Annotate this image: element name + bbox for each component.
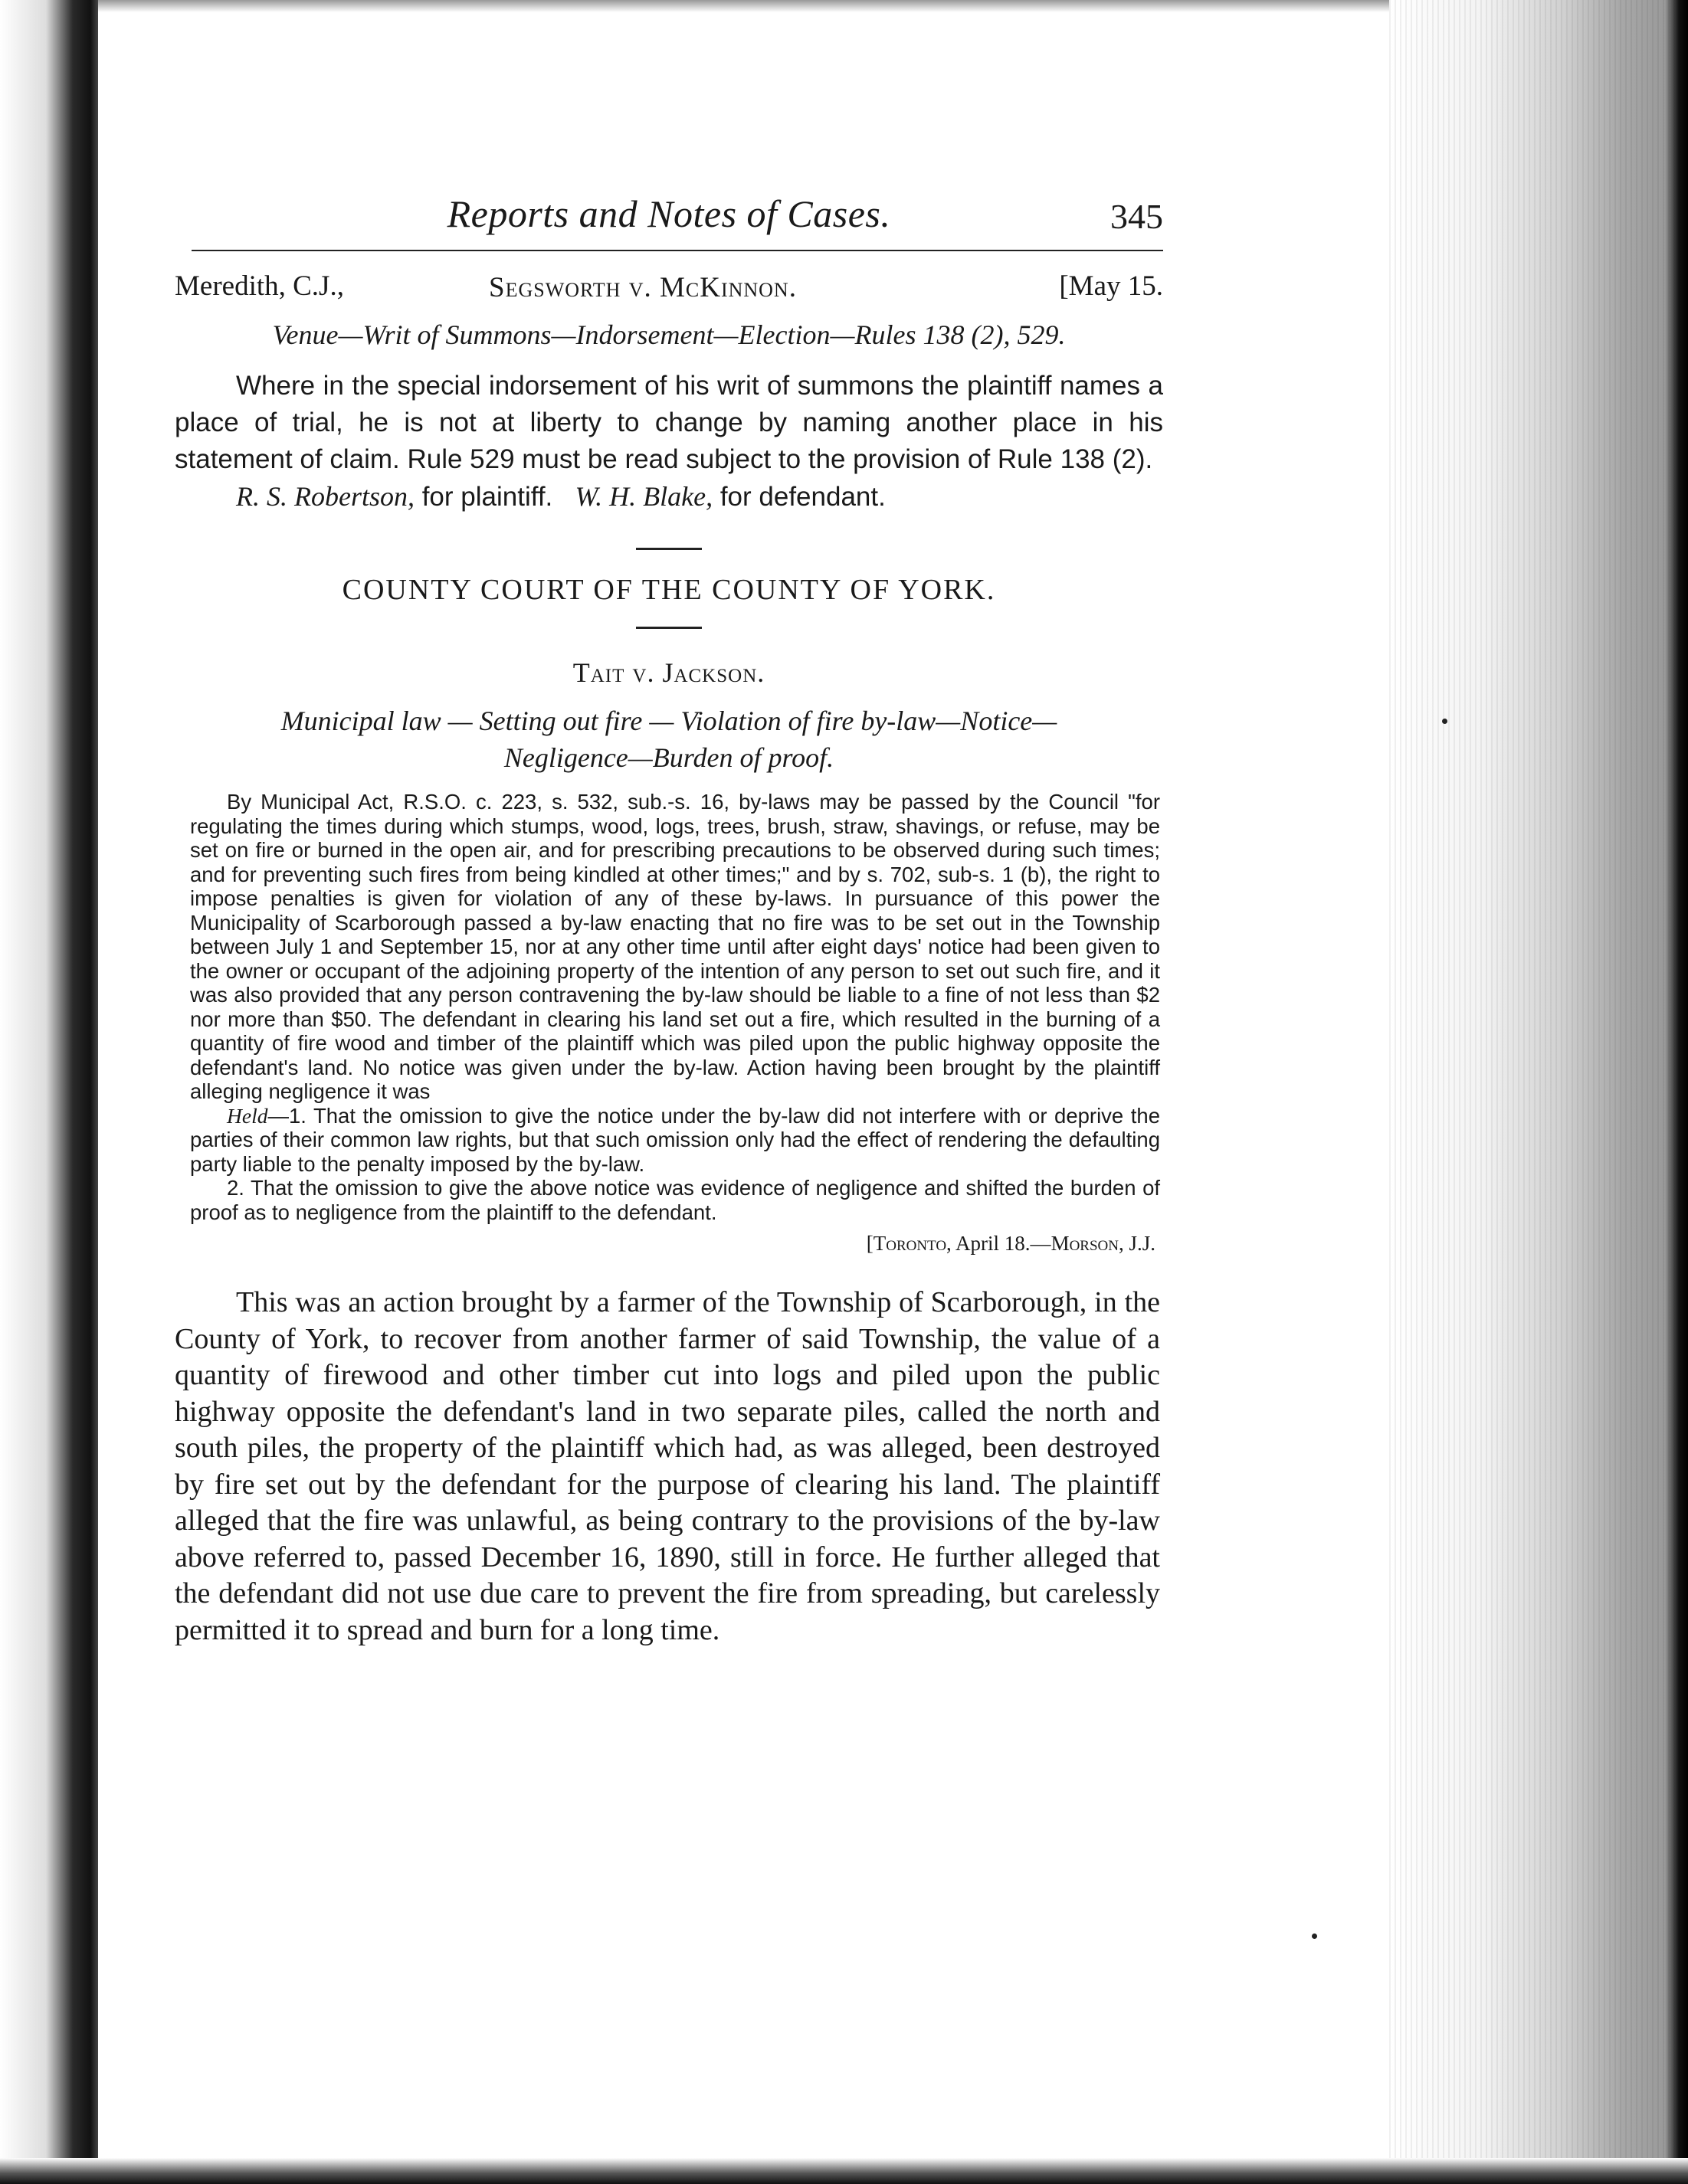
scan-page-stack-right xyxy=(1389,0,1688,2184)
headnote-catchwords xyxy=(175,702,1163,776)
counsel-line xyxy=(236,478,1163,516)
court-heading: COUNTY COURT OF THE COUNTY OF YORK. xyxy=(342,574,996,606)
book-page xyxy=(175,192,1163,1649)
page-number: 345 xyxy=(1110,197,1163,236)
defendant-counsel: W. H. Blake, xyxy=(575,481,713,512)
case-date: [May 15. xyxy=(1059,270,1163,302)
plaintiff-counsel: R. S. Robertson, xyxy=(236,481,415,512)
running-head xyxy=(175,192,1163,245)
headnote-paragraph: By Municipal Act, R.S.O. c. 223, s. 532, sub.-s. 16, by-laws may be passed by the Council "for regulating the times during which stumps, wood, logs, trees, brush, straw, shavings, or refuse, may be set on fire or burned in the open air, and for prescribing precautions to be observed during such times; and for preventing such fires from being kindled at other times;" and by s. 702, sub-s. 1 (b), the right to impose penalties is given for violation of any of these by-laws. In pursuance of this power the Municipality of Scarborough passed a by-law enacting that no fire was to be set out in the Township between July 1 and September 15, nor at any other time until after eight days' notice had been given to the owner or occupant of the adjoining property of the intention of any person to set out such fire, and it was also provided that any person contravening the by-law should be liable to a fine of not less than $2 nor more than $50. The defendant in clearing his land set out a fire, which resulted in the burning of a quantity of fire wood and timber of the plaintiff which was piled upon the public highway opposite the defendant's land. No notice was given under the by-law. Action having been brought by the plaintiff alleging negligence it was xyxy=(190,790,1160,1103)
section-rule xyxy=(636,627,702,629)
judgment-paragraph: This was an action brought by a farmer of the Township of Scarborough, in the County of York, to recover from another farmer of said Township, the value of a quantity of firewood and other timber cut into logs and piled upon the public highway opposite the defendant's land in two separate piles, called the north and south piles, the property of the plaintiff which had, as was alleged, been destroyed by fire set out by the defendant for the purpose of clearing his land. The plaintiff alleged that the fire was unlawful, as being contrary to the provisions of the by-law above referred to, passed December 16, 1890, still in force. He further alleged that the defendant did not use due care to prevent the fire from spreading, but carelessly permitted it to spread and burn for a long time. xyxy=(175,1286,1160,1646)
scan-speck xyxy=(1312,1934,1317,1939)
header-rule xyxy=(192,250,1163,251)
held-paragraph-1 xyxy=(175,1104,1163,1177)
defendant-role: for defendant. xyxy=(713,482,886,512)
citation-place: [Toronto, xyxy=(866,1232,952,1255)
catchwords-line-1: Municipal law — Setting out fire — Violation of fire by-law—Notice— xyxy=(280,706,1057,736)
section-rule xyxy=(636,548,702,550)
plaintiff-role: for plaintiff. xyxy=(414,482,553,512)
scan-edge-bottom xyxy=(0,2158,1688,2184)
held-label: Held xyxy=(227,1103,268,1128)
catchwords: Venue—Writ of Summons—Indorsement—Election—Rules 138 (2), 529. xyxy=(272,319,1066,350)
citation xyxy=(175,1232,1155,1256)
case-line xyxy=(175,270,1163,316)
held-1-text: —1. That the omission to give the notice under the by-law did not interfere with or deprive the parties of their common law rights, but that such omission only had the effect of rendering the defaulting party liable to the penalty imposed by the by-law. xyxy=(190,1103,1160,1176)
held-paragraph-2: 2. That the omission to give the above notice was evidence of negligence and shifted the burden of proof as to negligence from the plaintiff to the defendant. xyxy=(190,1176,1160,1224)
scan-edge-left xyxy=(0,0,98,2184)
running-title: Reports and Notes of Cases. xyxy=(447,192,891,235)
scan-speck xyxy=(1442,719,1447,724)
citation-date: April 18.— xyxy=(951,1232,1051,1255)
citation-judge: Morson, J.J. xyxy=(1050,1232,1155,1255)
case-style: Segsworth v. McKinnon. xyxy=(489,272,797,303)
catchwords-line-2: Negligence—Burden of proof. xyxy=(503,742,834,773)
case-title: Tait v. Jackson. xyxy=(572,657,765,688)
judge-name: Meredith, C.J., xyxy=(175,270,344,302)
case-summary: Where in the special indorsement of his writ of summons the plaintiff names a place of trial, he is not at liberty to change by naming another place in his statement of claim. Rule 529 must be read subject to the provision of Rule 138 (2). xyxy=(175,371,1163,474)
